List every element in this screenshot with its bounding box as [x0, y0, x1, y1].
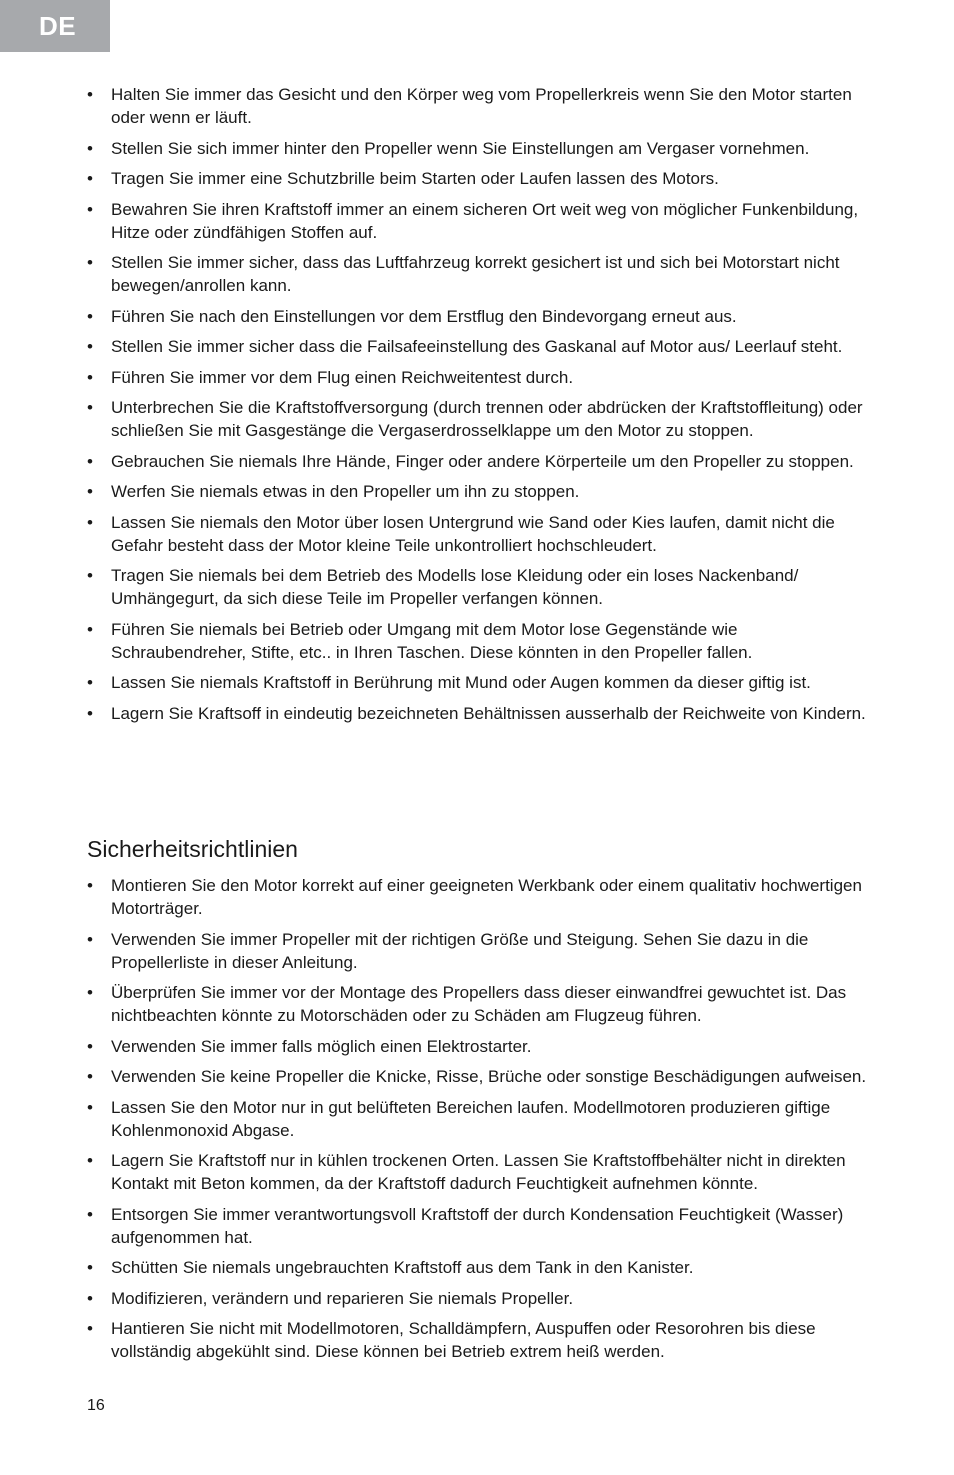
list-item: • Tragen Sie niemals bei dem Betrieb des Modells lose Kleidung oder ein loses Nackenband/ Umhängegurt, da sich diese Teile im Propeller verfangen können. — [87, 564, 877, 610]
warning-list — [87, 83, 877, 732]
list-item: • Bewahren Sie ihren Kraftstoff immer an einem sicheren Ort weit weg von möglicher Funkenbildung, Hitze oder zündfähigen Stoffen auf. — [87, 198, 877, 244]
list-item: • Verwenden Sie immer Propeller mit der richtigen Größe und Steigung. Sehen Sie dazu in die Propellerliste in dieser Anleitung. — [87, 928, 877, 974]
list-item: • Stellen Sie immer sicher, dass das Luftfahrzeug korrekt gesichert ist und sich bei Motorstart nicht bewegen/anrollen kann. — [87, 251, 877, 297]
list-item: • Schütten Sie niemals ungebrauchten Kraftstoff aus dem Tank in den Kanister. — [87, 1256, 877, 1279]
list-item: • Modifizieren, verändern und reparieren Sie niemals Propeller. — [87, 1287, 877, 1310]
list-item: • Führen Sie niemals bei Betrieb oder Umgang mit dem Motor lose Gegenstände wie Schraubendreher, Stifte, etc.. in Ihren Taschen. Diese könnten in den Propeller fallen. — [87, 618, 877, 664]
list-item: • Halten Sie immer das Gesicht und den Körper weg vom Propellerkreis wenn Sie den Motor starten oder wenn er läuft. — [87, 83, 877, 129]
list-item: • Stellen Sie immer sicher dass die Failsafeeinstellung des Gaskanal auf Motor aus/ Leerlauf steht. — [87, 335, 877, 358]
list-item: • Lagern Sie Kraftsoff in eindeutig bezeichneten Behältnissen ausserhalb der Reichweite von Kindern. — [87, 702, 877, 725]
list-item: • Werfen Sie niemals etwas in den Propeller um ihn zu stoppen. — [87, 480, 877, 503]
safety-guidelines-list — [87, 874, 877, 1371]
language-tab: DE — [0, 0, 110, 52]
page-number: 16 — [87, 1397, 105, 1414]
list-item: • Stellen Sie sich immer hinter den Propeller wenn Sie Einstellungen am Vergaser vornehmen. — [87, 137, 877, 160]
list-item: • Unterbrechen Sie die Kraftstoffversorgung (durch trennen oder abdrücken der Kraftstoffleitung) oder schließen Sie mit Gasgestänge die Vergaserdrosselklappe um den Motor zu stoppen. — [87, 396, 877, 442]
list-item: • Montieren Sie den Motor korrekt auf einer geeigneten Werkbank oder einem qualitativ hochwertigen Motorträger. — [87, 874, 877, 920]
list-item: • Führen Sie nach den Einstellungen vor dem Erstflug den Bindevorgang erneut aus. — [87, 305, 877, 328]
list-item: • Gebrauchen Sie niemals Ihre Hände, Finger oder andere Körperteile um den Propeller zu stoppen. — [87, 450, 877, 473]
list-item: • Lassen Sie den Motor nur in gut belüfteten Bereichen laufen. Modellmotoren produzieren giftige Kohlenmonoxid Abgase. — [87, 1096, 877, 1142]
list-item: • Verwenden Sie immer falls möglich einen Elektrostarter. — [87, 1035, 877, 1058]
list-item: • Lagern Sie Kraftstoff nur in kühlen trockenen Orten. Lassen Sie Kraftstoffbehälter nicht in direkten Kontakt mit Beton kommen, da der Kraftstoff dadurch Feuchtigkeit aufnehmen könnte. — [87, 1149, 877, 1195]
list-item: • Führen Sie immer vor dem Flug einen Reichweitentest durch. — [87, 366, 877, 389]
list-item: • Lassen Sie niemals Kraftstoff in Berührung mit Mund oder Augen kommen da dieser giftig ist. — [87, 671, 877, 694]
list-item: • Lassen Sie niemals den Motor über losen Untergrund wie Sand oder Kies laufen, damit nicht die Gefahr besteht dass der Motor kleine Teile unkontrolliert hochschleudert. — [87, 511, 877, 557]
list-item: • Entsorgen Sie immer verantwortungsvoll Kraftstoff der durch Kondensation Feuchtigkeit (Wasser) aufgenommen hat. — [87, 1203, 877, 1249]
section-heading: Sicherheitsrichtlinien — [87, 836, 298, 862]
list-item: • Verwenden Sie keine Propeller die Knicke, Risse, Brüche oder sonstige Beschädigungen aufweisen. — [87, 1065, 877, 1088]
list-item: • Tragen Sie immer eine Schutzbrille beim Starten oder Laufen lassen des Motors. — [87, 167, 877, 190]
list-item: • Überprüfen Sie immer vor der Montage des Propellers dass dieser einwandfrei gewuchtet ist. Das nichtbeachten könnte zu Motorschäden oder zu Schäden am Flugzeug führen. — [87, 981, 877, 1027]
list-item: • Hantieren Sie nicht mit Modellmotoren, Schalldämpfern, Auspuffen oder Resorohren bis diese vollständig abgekühlt sind. Diese können bei Betrieb extrem heiß werden. — [87, 1317, 877, 1363]
